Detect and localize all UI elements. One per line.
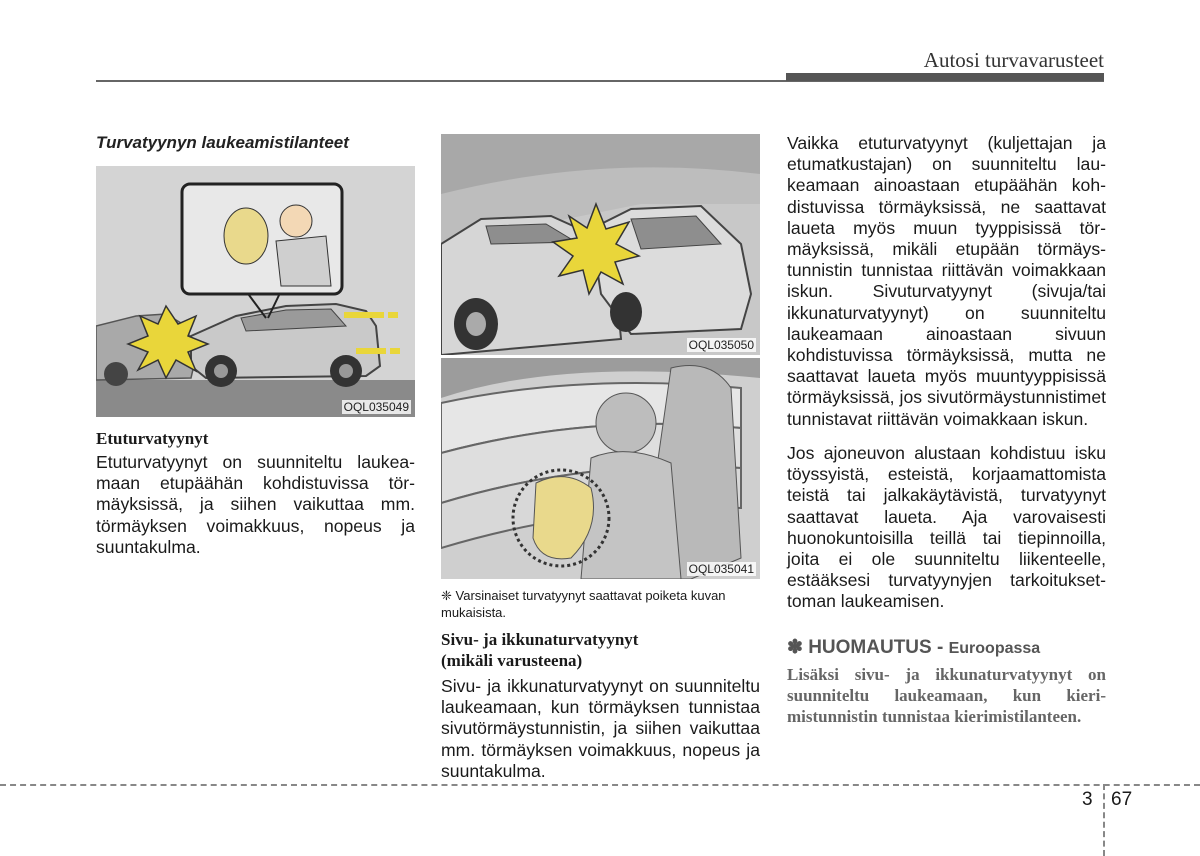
section-heading — [441, 629, 760, 671]
footer-dashed-rule — [0, 784, 1200, 786]
chapter-number: 3 — [1082, 789, 1093, 810]
curtain-airbag-illustration — [441, 358, 760, 579]
side-crash-drawing — [441, 134, 760, 355]
body-paragraph: Etuturvatyynyt on suunniteltu laukeamaan etupäähän kohdistuvissa törmäyksissä, ja siihen vaikuttaa mm. törmäyksen voimakkuus, nopeus ja suuntakulma. — [96, 452, 415, 557]
side-crash-illustration — [441, 134, 760, 355]
footnote-text: Varsinaiset turvatyynyt saattavat poiketa kuvan mukaisista. — [441, 588, 726, 620]
note-symbol: ✽ — [787, 637, 803, 658]
running-header: Autosi turvavarusteet — [923, 48, 1104, 72]
section-subtitle: Turvatyynyn laukeamistilanteet — [96, 133, 349, 152]
body-paragraph: Vaikka etuturvatyynyt (kuljettajan ja etumatkustajan) on suunniteltu laukeamaan ainoastaan etupäähän kohdistuvissa törmäyksissä, ne saattavat laueta myös muun tyyppisissä törmäyksissä, mikäli etupään törmäystunnistin tunnistaa riittävän voimakkaan iskun. Sivuturvatyynyt (sivuja/tai ikkunaturvatyynyt) on suunniteltu laukeamaan ainoastaan sivuun kohdistuvissa törmäyksissä, mutta ne saattavat laueta myös muuntyyppisissä törmäyksissä, jos sivutörmäystunnistimet tunnistavat riittävän voimakkaan iskun. — [787, 133, 1106, 429]
note-title: HUOMAUTUS - — [808, 637, 944, 658]
front-crash-drawing — [96, 166, 415, 417]
page-number: 67 — [1111, 789, 1133, 810]
heading-line-2: (mikäli varusteena) — [441, 651, 583, 670]
section-heading: Etuturvatyynyt — [96, 429, 209, 448]
note-text: Lisäksi sivu- ja ikkunaturvatyynyt on suunniteltu laukeamaan, kun kierimistunnistin tunnistaa kierimistilanteen. — [787, 665, 1106, 726]
curtain-airbag-drawing — [441, 358, 760, 579]
body-paragraph: Sivu- ja ikkunaturvatyynyt on suunniteltu laukeamaan, kun törmäyksen tunnistaa sivutörmäystunnistin, ja siihen vaikuttaa mm. törmäyksen voimakkuus, nopeus ja suuntakulma. — [441, 676, 760, 781]
footer-dashed-divider — [1103, 784, 1105, 856]
figure-footnote — [441, 587, 760, 621]
figure-code: OQL035049 — [343, 400, 409, 414]
figure-code: OQL035050 — [688, 338, 754, 352]
note-heading — [787, 636, 1106, 659]
header-rule-accent — [786, 73, 1104, 81]
body-paragraph: Jos ajoneuvon alustaan kohdistuu isku töyssyistä, esteistä, korjaamattomista teistä tai jalkakäytävistä, turvatyynyt saattavat laueta. Aja varovaisesti huonokuntoisilla teillä tai tiepinnoilla, joita ei ole suunniteltu liikenteelle, estääksesi turvatyynyjen tarkoituksettoman laukeamisen. — [787, 443, 1106, 612]
note-title-region: Euroopassa — [948, 640, 1041, 657]
figure-code: OQL035041 — [688, 562, 754, 576]
front-airbag-illustration — [96, 166, 415, 417]
footnote-symbol: ❈ — [441, 588, 452, 603]
heading-line-1: Sivu- ja ikkunaturvatyynyt — [441, 630, 639, 649]
